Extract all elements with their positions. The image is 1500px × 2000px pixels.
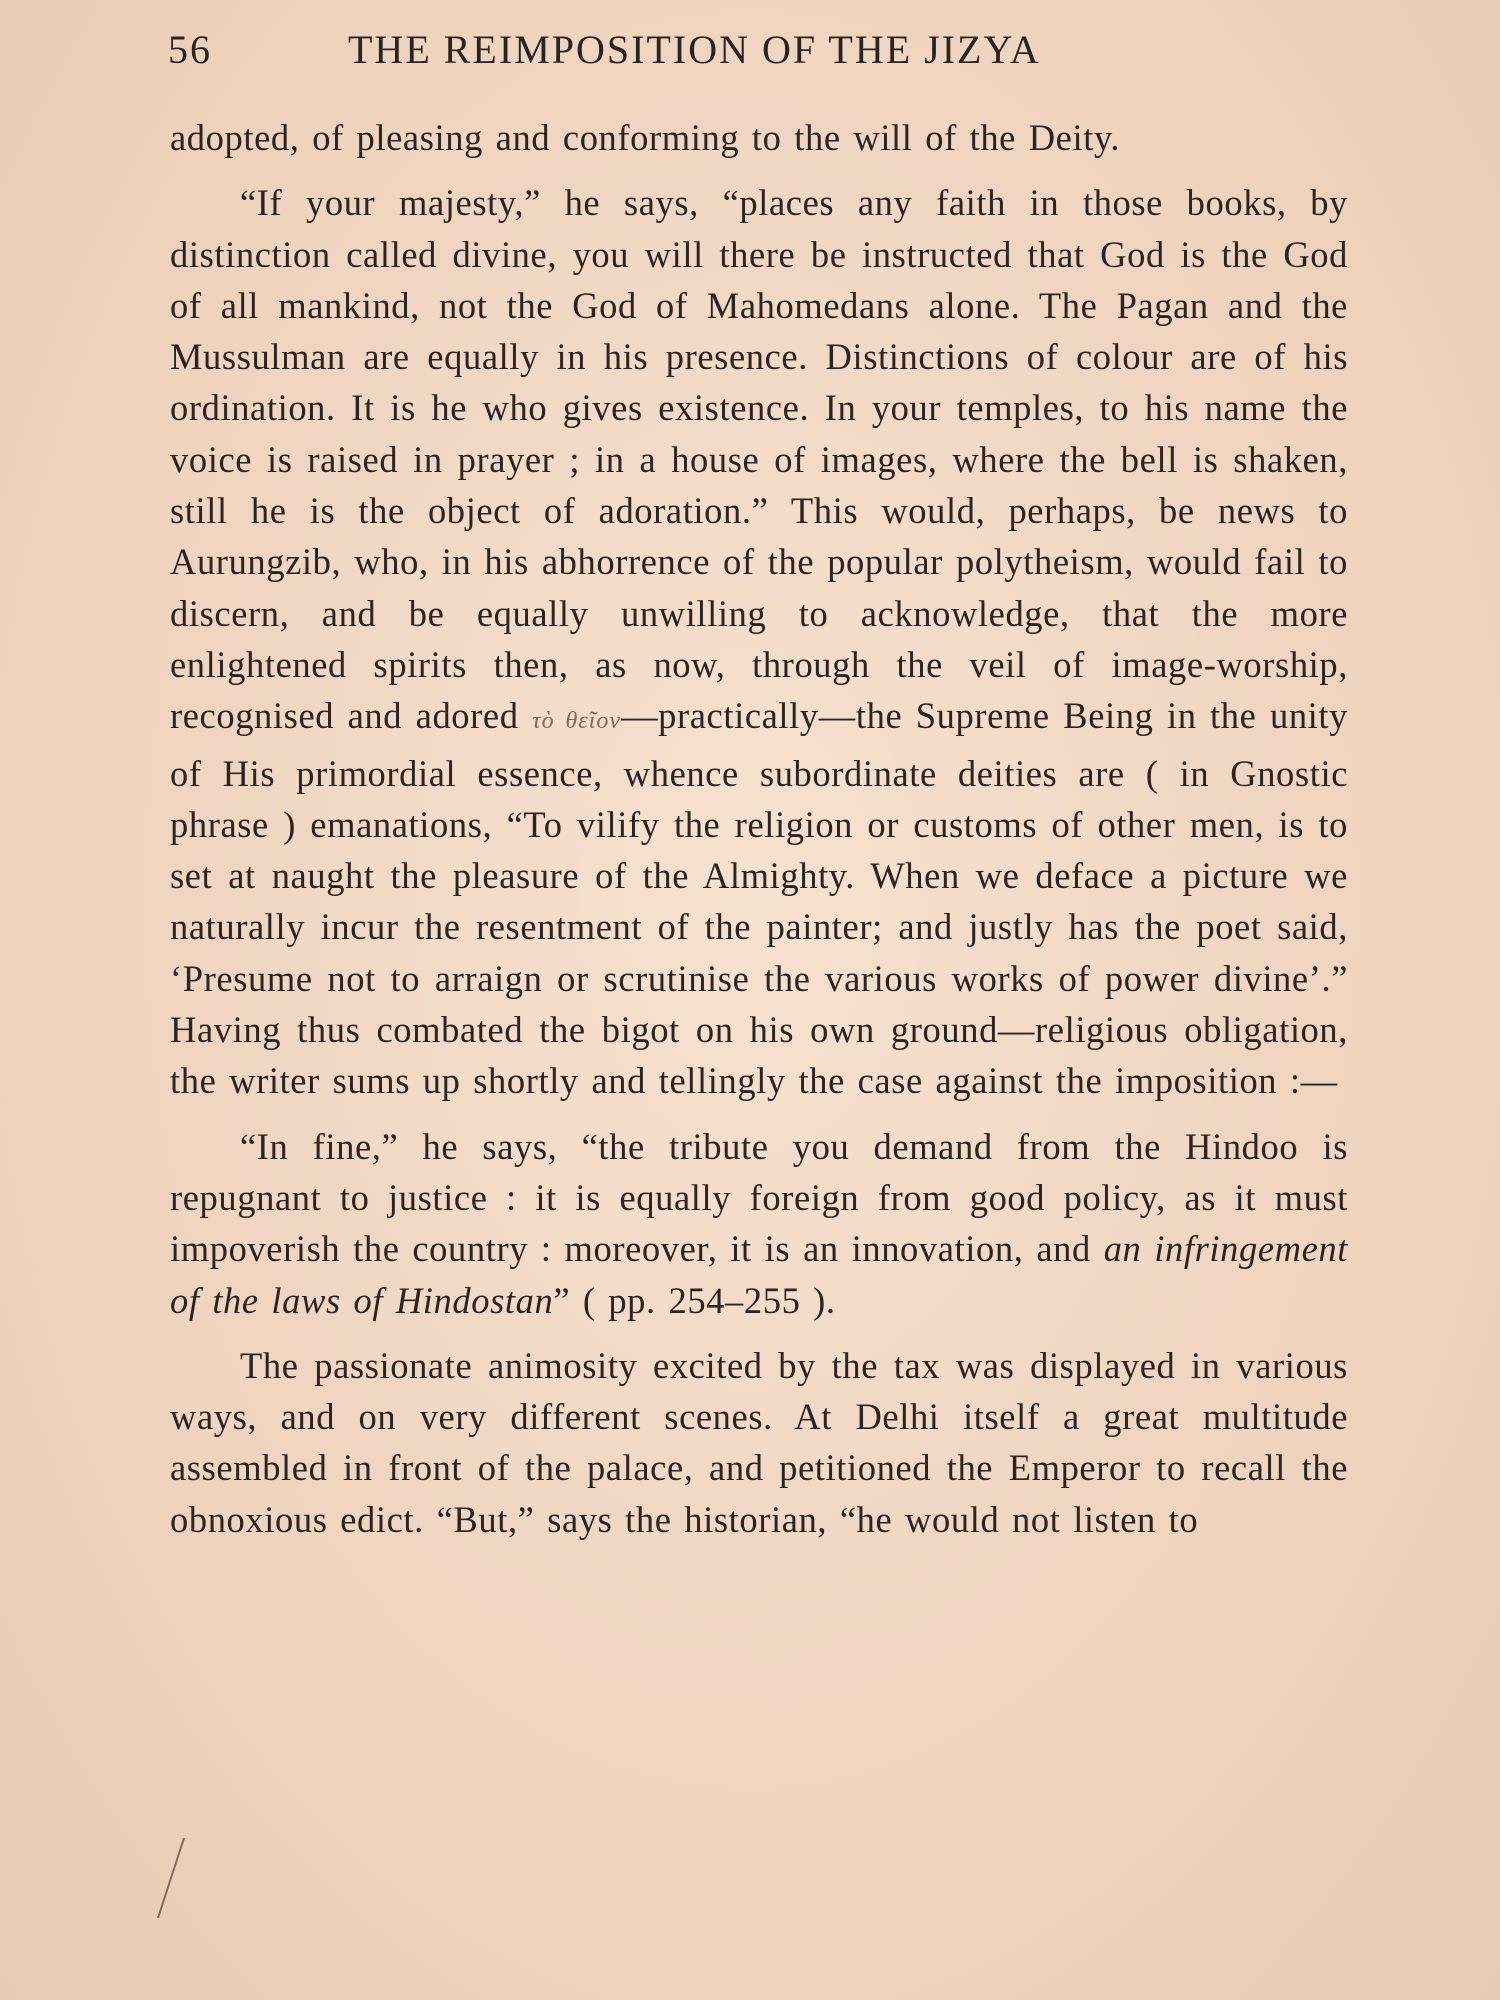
pencil-margin-mark <box>157 1838 205 1918</box>
paragraph-3 <box>170 1121 1348 1326</box>
paragraph-2 <box>170 177 1348 1106</box>
running-title: THE REIMPOSITION OF THE JIZYA <box>348 27 1041 72</box>
paragraph-2-part-a: “If your majesty,” he says, “places any faith in those books, by distinction called divine, you will there be instructed that God is the God of all mankind, not the God of Mahomedans alone. The Pagan and the Mussulman are equally in his presence. Distinctions of colour are of his ordination. It is he who gives existence. In your temples, to his name the voice is raised in prayer ; in a house of images, where the bell is shaken, still he is the object of adoration.” This would, perhaps, be news to Aurungzib, who, in his abhorrence of the popular polytheism, would fail to discern, and be equally unwilling to acknowledge, that the more enlightened spirits then, as now, through the veil of image-worship, recognised and adored <box>170 182 1348 737</box>
italic-phrase: an infringement of the laws of Hindostan <box>170 1228 1348 1321</box>
body-text <box>170 112 1348 1545</box>
greek-phrase: τὸ θεῖον <box>532 708 622 735</box>
paragraph-3-part-b: ” ( pp. 254–255 ). <box>553 1279 836 1321</box>
paragraph-2-part-b: —practically—the Supreme Being in the unity of His primordial essence, whence subordinate deities are ( in Gnostic phrase ) emanations, “To vilify the religion or customs of other men, is to set at naught the pleasure of the Almighty. When we deface a picture we naturally incur the resentment of the painter; and justly has the poet said, ‘Presume not to arraign or scrutinise the various works of power divine’.” Having thus combated the bigot on his own ground—religious obligation, the writer sums up shortly and tellingly the case against the imposition :— <box>170 695 1349 1102</box>
paragraph-1: adopted, of pleasing and conforming to the will of the Deity. <box>170 117 1121 158</box>
paragraph-4: The passionate animosity excited by the tax was displayed in various ways, and on very different scenes. At Delhi itself a great multitude assembled in front of the palace, and petitioned the Emperor to recall the obnoxious edict. “But,” says the historian, “he would not listen to <box>170 1344 1348 1540</box>
page-header <box>168 22 1368 82</box>
page-number: 56 <box>168 27 212 72</box>
paragraph-3-part-a: “In fine,” he says, “the tribute you demand from the Hindoo is repugnant to justice : it is equally foreign from good policy, as it must impoverish the country : moreover, it is an innovation, and <box>170 1125 1348 1270</box>
